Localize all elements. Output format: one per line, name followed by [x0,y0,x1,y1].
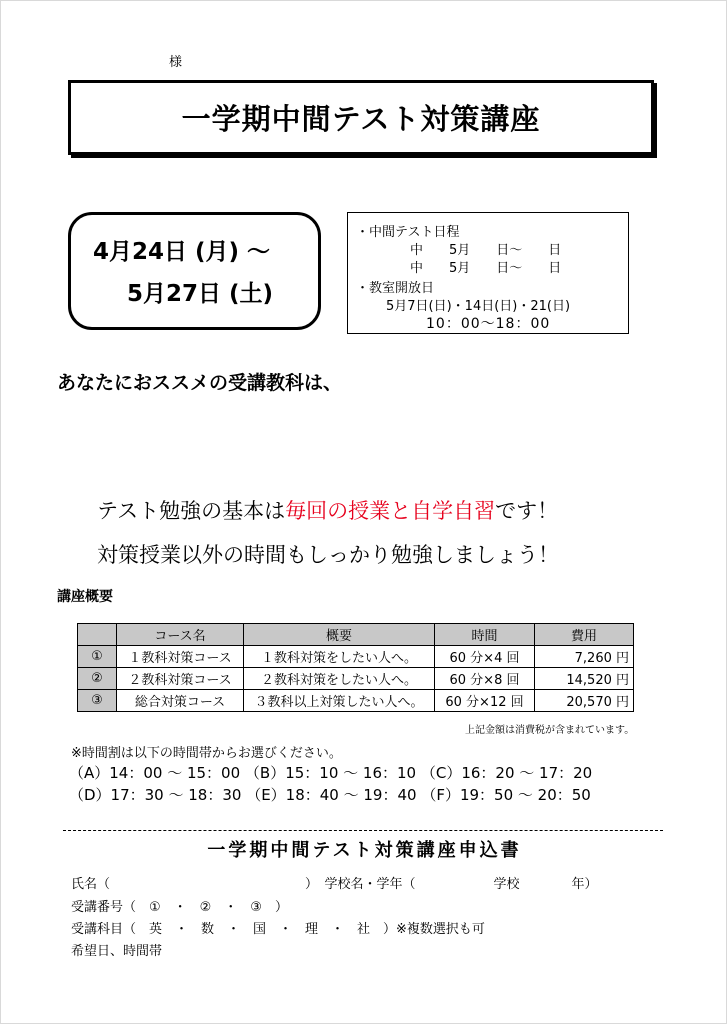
table-row [78,668,634,690]
table-row [78,690,634,712]
name-field-line: 氏名（ ） 学校名・学年（ 学校 年） [71,877,598,892]
table-cell: ２教科対策コース [117,668,244,690]
course-title: 一学期中間テスト対策講座 [181,102,541,136]
table-cell: 20,570 円 [535,690,634,712]
section-title: 講座概要 [57,589,113,605]
message-text-end: です！ [495,499,559,523]
time-slots-line-1: （A）14：00 ～ 15：00 （B）15：10 ～ 16：10 （C）16：20 ～ 17：20 [69,764,593,782]
table-cell: 7,260 円 [535,646,634,668]
table-header [78,624,117,646]
table-cell: 総合対策コース [117,690,244,712]
tax-note: 上記金額は消費税が含まれています。 [465,725,635,736]
period-start: 4月24日 (月) ～ [93,239,271,265]
period-end: 5月27日 (土) [127,281,274,307]
course-title-box [68,80,654,155]
message-highlight: 毎回の授業と自学自習 [285,499,496,523]
message-text: テスト勉強の基本は [97,499,286,523]
table-cell: ② [78,668,117,690]
cut-line [63,830,663,831]
open-days: 5月7日(日)・14日(日)・21(日) [386,299,571,314]
message-line-2: 対策授業以外の時間もしっかり勉強しましょう！ [97,543,559,567]
test-schedule-row-1: 中 5月 日～ 日 [410,243,562,258]
course-table [77,623,634,712]
schedule-note: ※時間割は以下の時間帯からお選びください。 [71,746,342,761]
table-header-row [78,624,634,646]
schedule-info-box [347,212,629,334]
application-title: 一学期中間テスト対策講座申込書 [207,840,522,861]
table-cell: ③ [78,690,117,712]
open-days-heading: ・教室開放日 [356,281,435,296]
table-cell: １教科対策コース [117,646,244,668]
test-schedule-row-2: 中 5月 日～ 日 [410,261,562,276]
subject-field-line: 受講科目（ 英 ・ 数 ・ 国 ・ 理 ・ 社 ）※複数選択も可 [71,922,485,937]
table-header: 概要 [244,624,435,646]
message-line-1 [97,495,558,525]
test-schedule-heading: ・中間テスト日程 [356,225,460,240]
period-box [68,212,321,330]
table-cell: １教科対策をしたい人へ。 [244,646,435,668]
table-cell: 60 分×8 回 [435,668,535,690]
table-cell: 60 分×12 回 [435,690,535,712]
recommend-lead: あなたにおススメの受講教科は、 [57,372,343,394]
wish-field-line: 希望日、時間帯 [71,944,163,959]
time-slots-line-2: （D）17：30 ～ 18：30 （E）18：40 ～ 19：40 （F）19：50 ～ 20：50 [69,786,591,804]
table-cell: ２教科対策をしたい人へ。 [244,668,435,690]
open-time: 10：00～18：00 [426,316,551,332]
table-header: 費用 [535,624,634,646]
table-cell: ３教科以上対策したい人へ。 [244,690,435,712]
table-header: コース名 [117,624,244,646]
honorific-label: 様 [169,55,183,70]
table-header: 時間 [435,624,535,646]
number-field-line: 受講番号（ ① ・ ② ・ ③ ） [71,900,288,915]
table-cell: 60 分×4 回 [435,646,535,668]
table-cell: ① [78,646,117,668]
table-cell: 14,520 円 [535,668,634,690]
table-row [78,646,634,668]
